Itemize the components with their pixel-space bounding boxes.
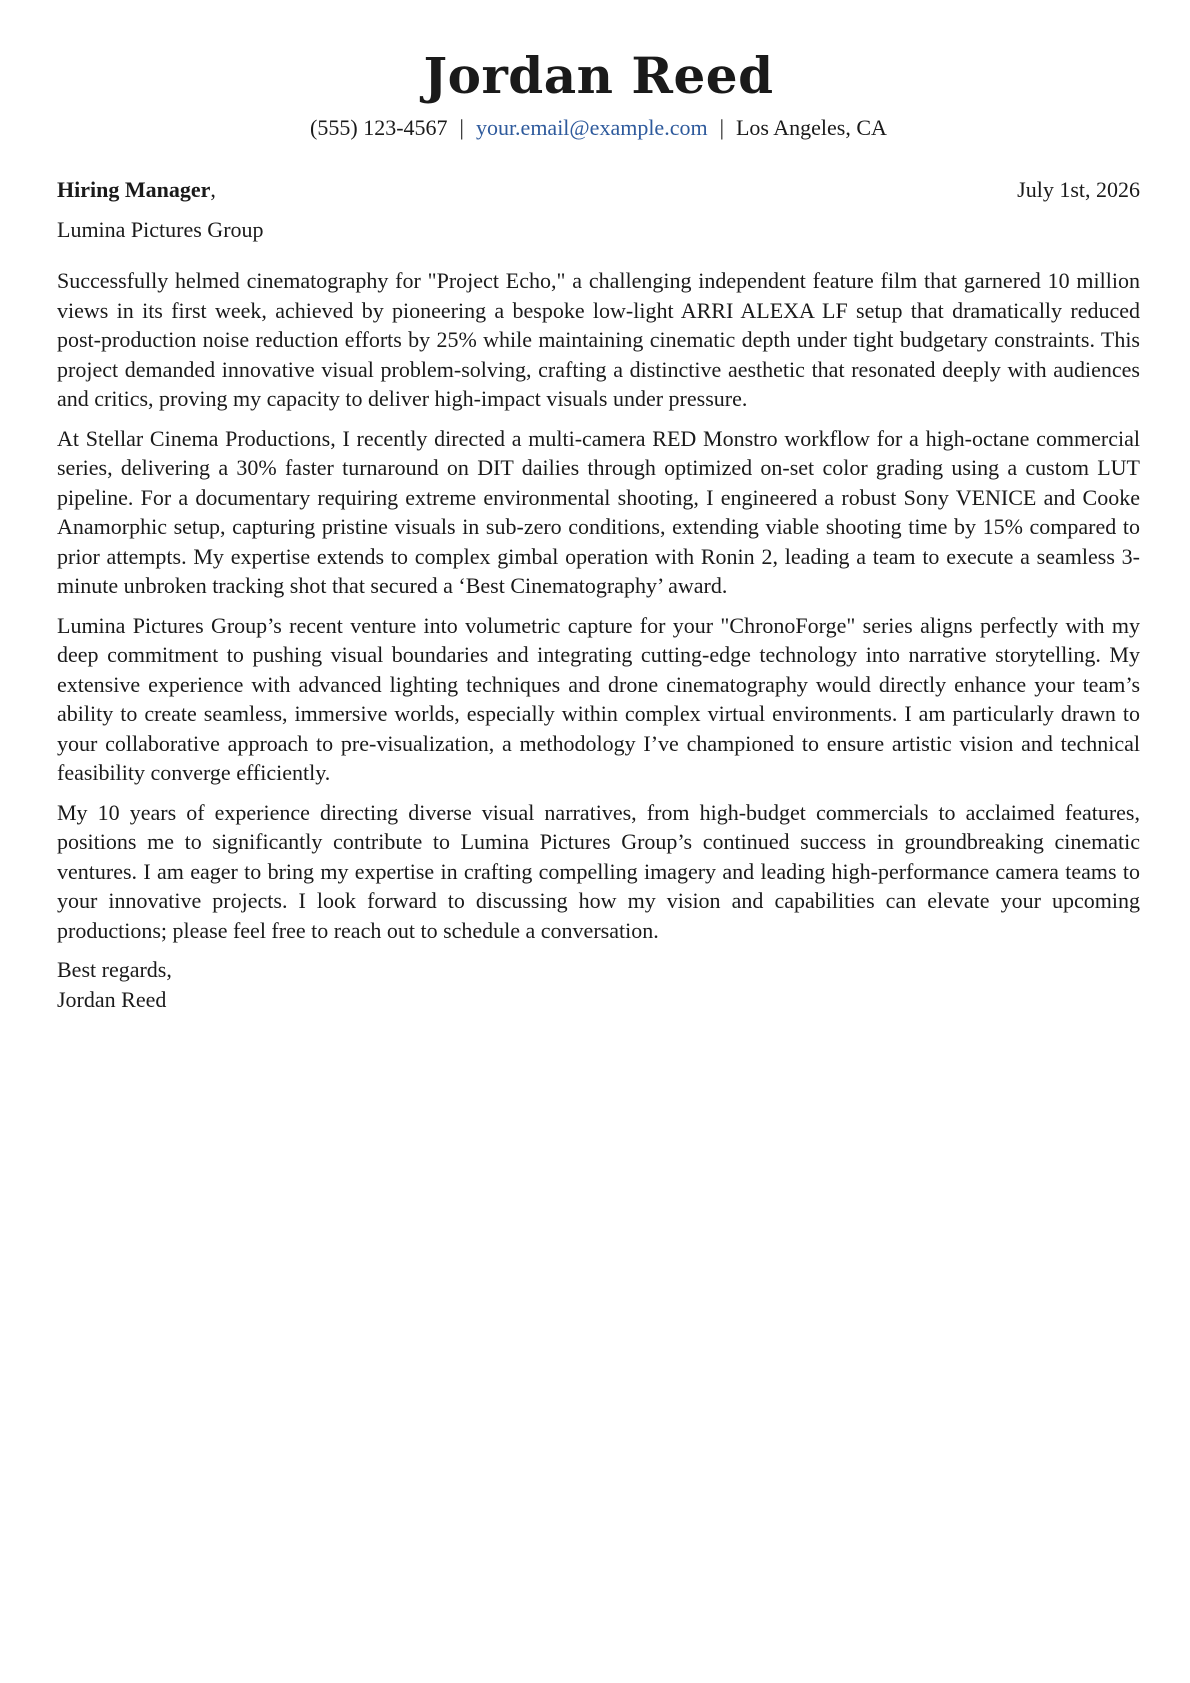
closing-signature: Jordan Reed	[57, 986, 167, 1012]
paragraph-2: At Stellar Cinema Productions, I recently directed a multi-camera RED Monstro workflow for a high-octane commercial series, delivering a 30% faster turnaround on DIT dailies through optimized on-set color grading using a custom LUT pipeline. For a documentary requiring extreme environmental shooting, I engineered a robust Sony VENICE and Cooke Anamorphic setup, capturing pristine visuals in sub-zero conditions, extending viable shooting time by 15% compared to prior attempts. My expertise extends to complex gimbal operation with Ronin 2, leading a team to execute a seamless 3-minute unbroken tracking shot that secured a ‘Best Cinematography’ award.	[57, 425, 1140, 598]
closing-salutation: Best regards,	[57, 957, 172, 982]
location: Los Angeles, CA	[735, 115, 887, 140]
separator: |	[719, 115, 724, 140]
phone-number: (555) 123-4567	[310, 115, 448, 140]
recipient-company: Lumina Pictures Group	[57, 217, 264, 242]
paragraph-3: Lumina Pictures Group’s recent venture into volumetric capture for your "ChronoForge" series aligns perfectly with my deep commitment to pushing visual boundaries and integrating cutting-edge technology into narrative storytelling. My extensive experience with advanced lighting techniques and drone cinematography would directly enhance your team’s ability to create seamless, immersive worlds, especially within complex virtual environments. I am particularly drawn to your collaborative approach to pre-visualization, a methodology I’ve championed to ensure artistic vision and technical feasibility converge efficiently.	[57, 612, 1140, 785]
letter-date: July 1st, 2026	[1017, 177, 1140, 202]
applicant-name: Jordan Reed	[423, 46, 774, 105]
email-link[interactable]: your.email@example.com	[475, 115, 708, 140]
cover-letter	[57, 0, 1140, 1014]
letter-closing	[57, 955, 1140, 1014]
recipient-title-suffix: ,	[210, 177, 216, 202]
letter-body	[57, 266, 1140, 945]
paragraph-1: Successfully helmed cinematography for "Project Echo," a challenging independent feature film that garnered 10 million views in its first week, achieved by pioneering a bespoke low-light ARRI ALEXA LF setup that dramatically reduced post-production noise reduction efforts by 25% while maintaining cinematic depth under tight budgetary constraints. This project demanded innovative visual problem-solving, crafting a distinctive aesthetic that resonated deeply with audiences and critics, proving my capacity to deliver high-impact visuals under pressure.	[57, 268, 1140, 411]
recipient-title: Hiring Manager	[57, 177, 211, 202]
recipient-row	[57, 176, 1140, 204]
paragraph-4: My 10 years of experience directing diverse visual narratives, from high-budget commercials to acclaimed features, positions me to significantly contribute to Lumina Pictures Group’s continued success in groundbreaking cinematic ventures. I am eager to bring my expertise in crafting compelling imagery and leading high-performance camera teams to your innovative projects. I look forward to discussing how my vision and capabilities can elevate your upcoming productions; please feel free to reach out to schedule a conversation.	[57, 799, 1140, 943]
recipient-greeting	[57, 176, 216, 204]
contact-line	[57, 114, 1140, 142]
separator: |	[459, 115, 464, 140]
